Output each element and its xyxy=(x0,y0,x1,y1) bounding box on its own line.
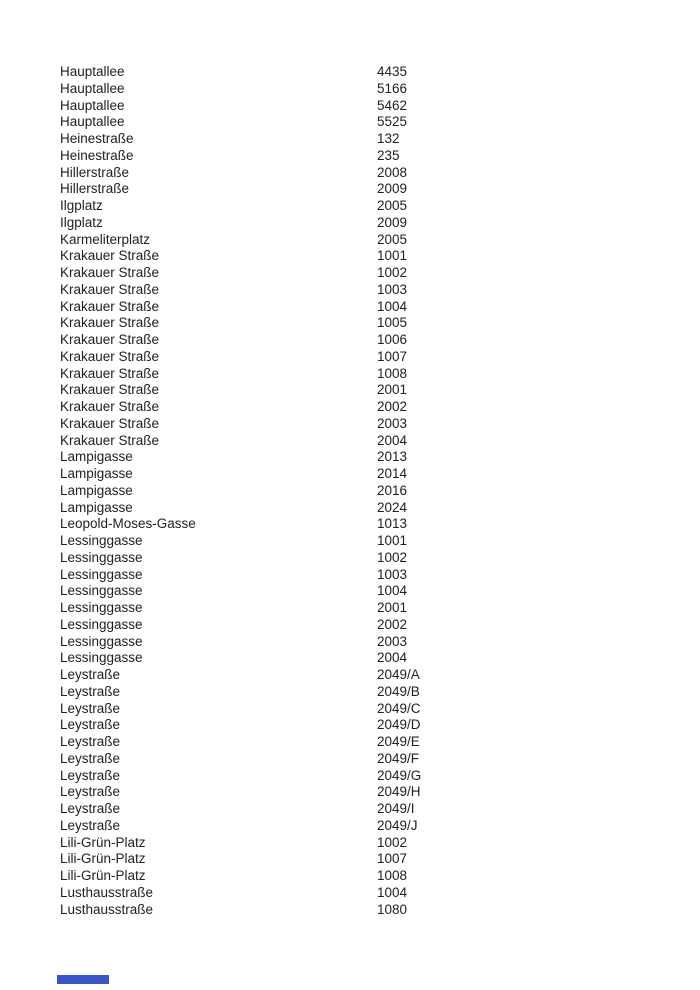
street-name-cell: Leopold-Moses-Gasse xyxy=(60,516,196,532)
code-cell: 4435 xyxy=(377,64,408,79)
code-cell: 2005 xyxy=(377,198,408,213)
code-cell: 5166 xyxy=(377,80,408,96)
code-cell: 1004 xyxy=(377,884,408,900)
table-row xyxy=(60,617,700,634)
table-row xyxy=(60,198,700,215)
code-cell: 2049/B xyxy=(377,683,420,699)
street-name-cell: Krakauer Straße xyxy=(60,298,160,314)
code-cell: 1002 xyxy=(377,265,408,280)
table-row xyxy=(60,801,700,818)
street-name-cell: Hauptallee xyxy=(60,64,125,79)
code-cell: 2049/F xyxy=(377,750,420,766)
street-name-cell: Lessinggasse xyxy=(60,650,143,666)
street-name-cell: Lili-Grün-Platz xyxy=(60,834,146,850)
street-name-cell: Leystraße xyxy=(60,717,121,733)
code-cell: 2049/H xyxy=(377,784,421,800)
table-row xyxy=(60,165,700,182)
street-name-cell: Lessinggasse xyxy=(60,583,143,599)
table-row xyxy=(60,634,700,651)
street-name-cell: Leystraße xyxy=(60,767,121,783)
code-cell: 2005 xyxy=(377,231,408,247)
street-name-cell: Lusthausstraße xyxy=(60,884,154,900)
table-row xyxy=(60,181,700,198)
street-name-cell: Heinestraße xyxy=(60,131,134,146)
street-name-cell: Hauptallee xyxy=(60,80,125,96)
table-row xyxy=(60,64,700,81)
street-name-cell: Leystraße xyxy=(60,784,121,800)
street-name-cell: Lessinggasse xyxy=(60,566,143,582)
code-cell: 2024 xyxy=(377,499,408,515)
table-row xyxy=(60,851,700,868)
street-name-cell: Heinestraße xyxy=(60,147,134,163)
code-cell: 1004 xyxy=(377,583,408,599)
code-cell: 1080 xyxy=(377,901,408,917)
table-row xyxy=(60,885,700,902)
table-row xyxy=(60,399,700,416)
street-name-cell: Krakauer Straße xyxy=(60,265,160,280)
table-row xyxy=(60,332,700,349)
street-name-cell: Leystraße xyxy=(60,700,121,716)
street-name-cell: Krakauer Straße xyxy=(60,399,160,414)
code-cell: 2049/D xyxy=(377,717,421,733)
table-row xyxy=(60,784,700,801)
code-cell: 1001 xyxy=(377,533,408,548)
street-name-cell: Krakauer Straße xyxy=(60,348,160,364)
code-cell: 2001 xyxy=(377,600,408,615)
table-row xyxy=(60,868,700,885)
code-cell: 1008 xyxy=(377,365,408,381)
table-row xyxy=(60,835,700,852)
code-cell: 2002 xyxy=(377,399,408,414)
street-name-cell: Hillerstraße xyxy=(60,164,130,180)
street-name-cell: Krakauer Straße xyxy=(60,365,160,381)
code-cell: 1007 xyxy=(377,348,408,364)
table-row xyxy=(60,483,700,500)
table-row xyxy=(60,282,700,299)
table-row xyxy=(60,382,700,399)
code-cell: 2009 xyxy=(377,214,408,230)
code-cell: 2004 xyxy=(377,432,408,448)
table-row xyxy=(60,768,700,785)
table-row xyxy=(60,717,700,734)
street-name-cell: Lessinggasse xyxy=(60,633,143,649)
table-row xyxy=(60,416,700,433)
street-name-cell: Ilgplatz xyxy=(60,198,103,213)
code-cell: 1013 xyxy=(377,516,408,532)
table-row xyxy=(60,684,700,701)
table-row xyxy=(60,131,700,148)
street-name-cell: Karmeliterplatz xyxy=(60,231,151,247)
table-row xyxy=(60,550,700,567)
horizontal-scrollbar-thumb[interactable] xyxy=(57,975,109,984)
code-cell: 2003 xyxy=(377,415,408,431)
street-name-cell: Krakauer Straße xyxy=(60,248,160,264)
street-name-cell: Lampigasse xyxy=(60,449,133,465)
table-row xyxy=(60,248,700,265)
table-row xyxy=(60,818,700,835)
table-row xyxy=(60,466,700,483)
table-row xyxy=(60,366,700,383)
table-row xyxy=(60,299,700,316)
code-cell: 5525 xyxy=(377,114,408,130)
street-name-cell: Leystraße xyxy=(60,683,121,699)
code-cell: 2049/J xyxy=(377,817,418,833)
street-name-cell: Lampigasse xyxy=(60,466,133,481)
code-cell: 1003 xyxy=(377,281,408,297)
table-row xyxy=(60,215,700,232)
table-row xyxy=(60,533,700,550)
table-row xyxy=(60,98,700,115)
street-name-cell: Krakauer Straße xyxy=(60,382,160,398)
street-name-cell: Leystraße xyxy=(60,750,121,766)
street-code-table xyxy=(60,64,700,918)
table-row xyxy=(60,433,700,450)
code-cell: 1004 xyxy=(377,298,408,314)
street-name-cell: Krakauer Straße xyxy=(60,332,160,347)
code-cell: 1008 xyxy=(377,868,408,883)
street-name-cell: Hauptallee xyxy=(60,97,125,113)
street-name-cell: Krakauer Straße xyxy=(60,415,160,431)
street-name-cell: Leystraße xyxy=(60,801,121,816)
table-row xyxy=(60,600,700,617)
table-row xyxy=(60,583,700,600)
code-cell: 2004 xyxy=(377,650,408,666)
code-cell: 2049/I xyxy=(377,801,415,816)
table-row xyxy=(60,751,700,768)
code-cell: 2009 xyxy=(377,181,408,197)
street-name-cell: Lili-Grün-Platz xyxy=(60,851,146,867)
street-name-cell: Lessinggasse xyxy=(60,549,143,565)
street-name-cell: Lili-Grün-Platz xyxy=(60,868,146,883)
street-name-cell: Lessinggasse xyxy=(60,533,143,548)
table-row xyxy=(60,902,700,919)
table-row xyxy=(60,500,700,517)
street-name-cell: Leystraße xyxy=(60,667,121,682)
table-row xyxy=(60,114,700,131)
table-row xyxy=(60,148,700,165)
code-cell: 1003 xyxy=(377,566,408,582)
code-cell: 2013 xyxy=(377,449,408,465)
street-name-cell: Hauptallee xyxy=(60,114,125,130)
code-cell: 1002 xyxy=(377,834,408,850)
street-name-cell: Krakauer Straße xyxy=(60,432,160,448)
table-row xyxy=(60,349,700,366)
street-name-cell: Lusthausstraße xyxy=(60,901,154,917)
code-cell: 1006 xyxy=(377,332,408,347)
code-cell: 235 xyxy=(377,147,400,163)
code-cell: 2001 xyxy=(377,382,408,398)
table-row xyxy=(60,734,700,751)
street-name-cell: Leystraße xyxy=(60,817,121,833)
code-cell: 132 xyxy=(377,131,400,146)
code-cell: 2016 xyxy=(377,482,408,498)
street-name-cell: Lessinggasse xyxy=(60,600,143,615)
code-cell: 1001 xyxy=(377,248,408,264)
code-cell: 2003 xyxy=(377,633,408,649)
code-cell: 2014 xyxy=(377,466,408,481)
code-cell: 5462 xyxy=(377,97,408,113)
table-row xyxy=(60,567,700,584)
code-cell: 1002 xyxy=(377,549,408,565)
street-name-cell: Lessinggasse xyxy=(60,616,143,632)
code-cell: 2008 xyxy=(377,164,408,180)
street-name-cell: Lampigasse xyxy=(60,482,133,498)
code-cell: 1005 xyxy=(377,315,408,331)
code-cell: 2049/C xyxy=(377,700,421,716)
table-row xyxy=(60,667,700,684)
table-row xyxy=(60,650,700,667)
street-name-cell: Lampigasse xyxy=(60,499,133,515)
street-name-cell: Krakauer Straße xyxy=(60,315,160,331)
code-cell: 2049/A xyxy=(377,667,420,682)
table-row xyxy=(60,449,700,466)
table-row xyxy=(60,516,700,533)
table-row xyxy=(60,701,700,718)
street-name-cell: Hillerstraße xyxy=(60,181,130,197)
street-name-cell: Krakauer Straße xyxy=(60,281,160,297)
street-name-cell: Ilgplatz xyxy=(60,214,103,230)
code-cell: 2049/G xyxy=(377,767,422,783)
table-row xyxy=(60,81,700,98)
table-row xyxy=(60,232,700,249)
table-row xyxy=(60,315,700,332)
code-cell: 1007 xyxy=(377,851,408,867)
table-row xyxy=(60,265,700,282)
street-name-cell: Leystraße xyxy=(60,734,121,749)
code-cell: 2049/E xyxy=(377,734,420,749)
code-cell: 2002 xyxy=(377,616,408,632)
